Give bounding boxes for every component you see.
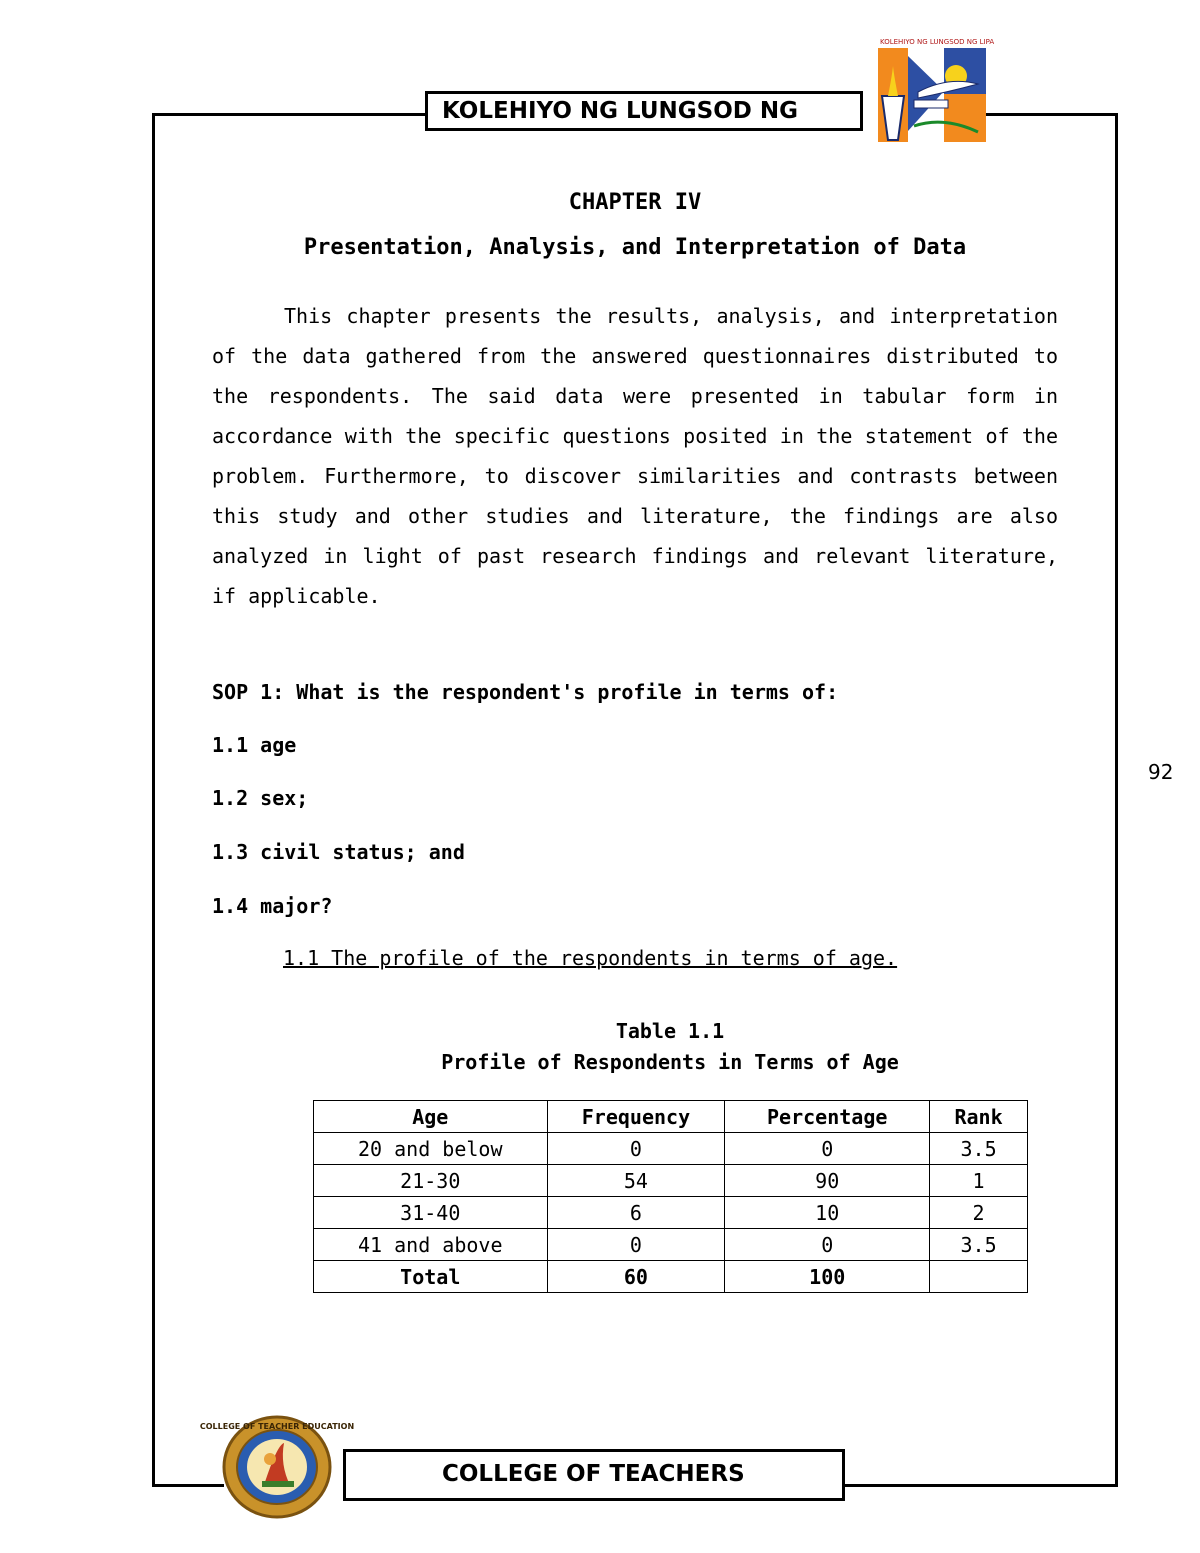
frame-right <box>1115 113 1118 1487</box>
seal-caption: COLLEGE OF TEACHER EDUCATION <box>199 1422 355 1431</box>
cell-rank: 3.5 <box>930 1133 1028 1165</box>
cell-rank: 2 <box>930 1197 1028 1229</box>
frame-bottom-left <box>152 1484 224 1487</box>
table-row <box>314 1133 1028 1165</box>
chapter-label: CHAPTER IV <box>568 190 702 215</box>
sop-item-age: 1.1 age <box>212 733 297 757</box>
cell-percentage: 0 <box>725 1229 930 1261</box>
table-total-row <box>314 1261 1028 1293</box>
table-row <box>314 1229 1028 1261</box>
cell-age: 31-40 <box>314 1197 548 1229</box>
table-number: Table 1.1 <box>615 1019 725 1043</box>
header-age: Age <box>314 1101 548 1133</box>
cell-percentage: 10 <box>725 1197 930 1229</box>
table-header-row <box>314 1101 1028 1133</box>
cell-frequency: 6 <box>547 1197 725 1229</box>
sop-item-sex: 1.2 sex; <box>212 786 309 810</box>
total-frequency: 60 <box>547 1261 725 1293</box>
table-row <box>314 1165 1028 1197</box>
intro-paragraph: This chapter presents the results, analysis, and interpretation of the data gathered from the answered questionnaires distributed to the respondents. The said data were presented in tabular form in accordance with the specific questions posited in the statement of the problem. Furthermore, to discover similarities and contrasts between this study and other studies and literature, the findings are also analyzed in light of past research findings and relevant literature, if applicable. <box>212 304 1058 608</box>
college-seal <box>199 1415 355 1519</box>
total-rank <box>930 1261 1028 1293</box>
sop-item-major: 1.4 major? <box>212 894 333 918</box>
cell-percentage: 90 <box>725 1165 930 1197</box>
age-profile-table <box>313 1100 1028 1293</box>
college-logo <box>878 36 995 142</box>
cell-age: 21-30 <box>314 1165 548 1197</box>
cell-frequency: 0 <box>547 1133 725 1165</box>
frame-top-right <box>985 113 1118 116</box>
cell-percentage: 0 <box>725 1133 930 1165</box>
sop-item-civil-status: 1.3 civil status; and <box>212 840 465 864</box>
frame-bottom-right <box>845 1484 1118 1487</box>
section-subheading: 1.1 The profile of the respondents in terms of age. <box>283 946 898 970</box>
logo-caption: KOLEHIYO NG LUNGSOD NG LIPA <box>880 38 995 46</box>
sop-question: SOP 1: What is the respondent's profile in terms of: <box>212 680 839 704</box>
chapter-title: Presentation, Analysis, and Interpretation of Data <box>303 235 967 260</box>
cell-age: 41 and above <box>314 1229 548 1261</box>
cell-age: 20 and below <box>314 1133 548 1165</box>
total-percentage: 100 <box>725 1261 930 1293</box>
cell-frequency: 54 <box>547 1165 725 1197</box>
header-institution: KOLEHIYO NG LUNGSOD NG <box>425 91 863 131</box>
cell-rank: 1 <box>930 1165 1028 1197</box>
table-row <box>314 1197 1028 1229</box>
frame-top-left <box>152 113 427 116</box>
header-frequency: Frequency <box>547 1101 725 1133</box>
header-percentage: Percentage <box>725 1101 930 1133</box>
cell-rank: 3.5 <box>930 1229 1028 1261</box>
frame-left <box>152 113 155 1487</box>
header-rank: Rank <box>930 1101 1028 1133</box>
total-label: Total <box>314 1261 548 1293</box>
cell-frequency: 0 <box>547 1229 725 1261</box>
footer-college: COLLEGE OF TEACHERS <box>343 1449 845 1501</box>
table-title: Profile of Respondents in Terms of Age <box>441 1050 899 1074</box>
page-number: 92 <box>1148 760 1174 784</box>
